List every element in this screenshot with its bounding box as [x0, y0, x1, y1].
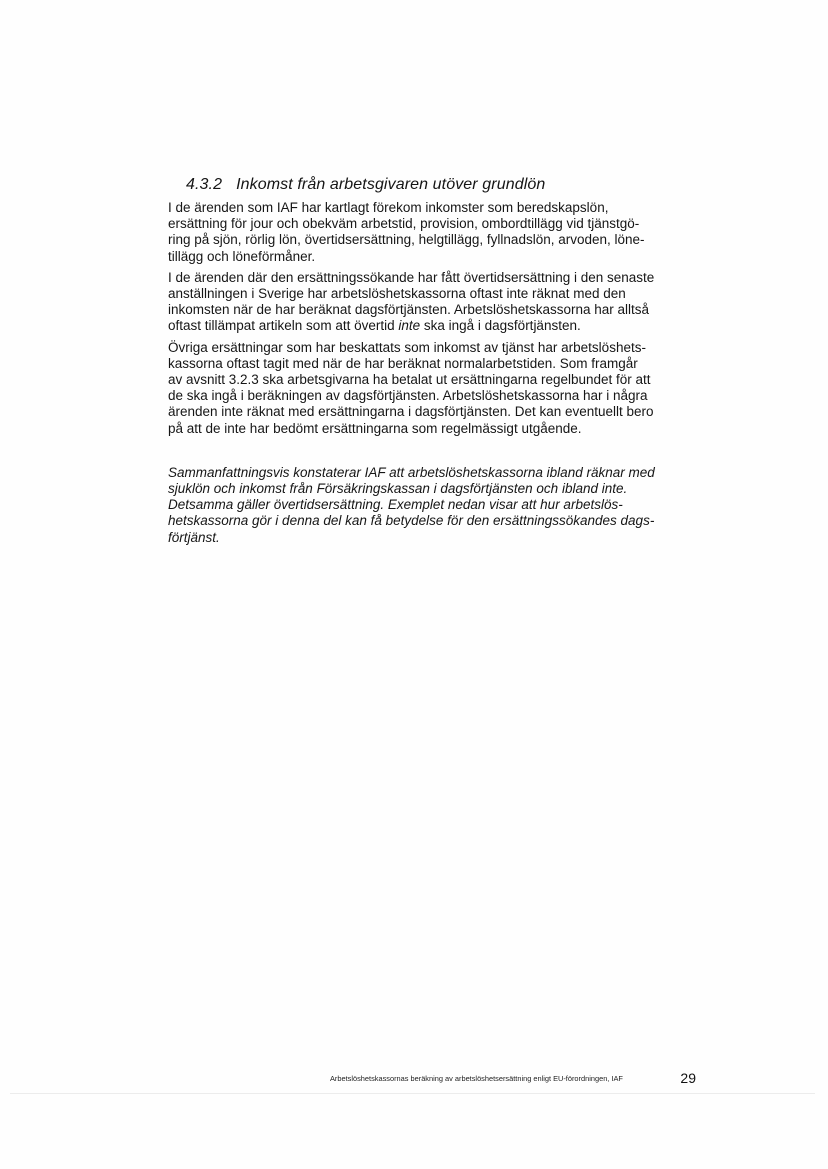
page-content: [168, 176, 704, 559]
paragraph-other-compensation: Övriga ersättningar som har beskattats som inkomst av tjänst har arbetslöshets- kassorna oftast tagit med när de har beräknat normalarbetstiden. Som framgår av avsnitt 3.2.3 ska arbetsgivarna ha betalat ut ersättningarna regelbundet för att de ska ingå i beräkningen av dagsförtjänsten. Arbetslöshetskassorna har i några ärenden inte räknat med ersättningarna i dagsförtjänsten. Det kan eventuellt bero på att de inte har bedömt ersättningarna som regelmässigt utgående.: [168, 339, 654, 436]
paragraph-overtime-emphasis: inte: [398, 318, 421, 334]
section-heading: [186, 176, 704, 194]
page-footer: [330, 1071, 700, 1087]
page-number: 29: [680, 1070, 696, 1086]
paragraph-overtime-text-end: ska ingå i dagsförtjänsten.: [420, 318, 581, 334]
paragraph-overtime: [168, 270, 704, 335]
summary-paragraph: Sammanfattningsvis konstaterar IAF att arbetslöshetskassorna ibland räknar med sjuklön och inkomst från Försäkringskassan i dagsförtjänsten och ibland inte. Detsamma gäller övertidsersättning. Exemplet nedan visar att hur arbetslös- hetskassorna gör i denna del kan få betydelse för den ersättningssökandes dags- förtjänst.: [168, 464, 655, 545]
paragraph-income-types: I de ärenden som IAF har kartlagt förekom inkomster som beredskapslön, ersättning för jour och obekväm arbetstid, provision, ombordtillägg vid tjänstgö- ring på sjön, rörlig lön, övertidsersättning, helgtillägg, fyllnadslön, arvoden, löne- tillägg och löneförmåner.: [168, 200, 645, 264]
footer-report-title: Arbetslöshetskassornas beräkning av arbetslöshetsersättning enligt EU-förordningen, IAF: [330, 1074, 623, 1083]
section-title: Inkomst från arbetsgivaren utöver grundlön: [236, 176, 546, 193]
section-number: 4.3.2: [186, 176, 223, 193]
scan-divider-line: [10, 1093, 815, 1094]
paragraph-overtime-text-start: I de ärenden där den ersättningssökande har fått övertidsersättning i den senaste anställningen i Sverige har arbetslöshetskassorna oftast inte räknat med den inkomsten när de har beräknat dagsförtjänsten. Arbetslöshetskassorna har alltså oftast tillämpat artikeln som att övertid: [168, 269, 655, 334]
